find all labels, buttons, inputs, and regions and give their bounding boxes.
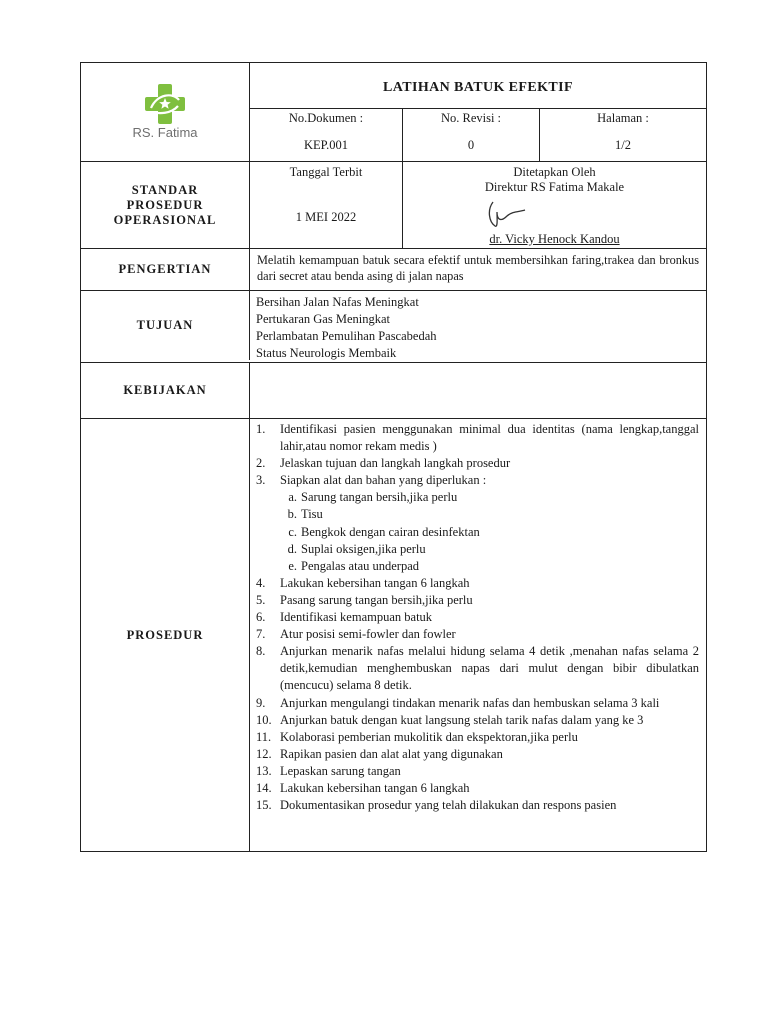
sub-item-text: Tisu <box>301 507 323 522</box>
step-text: Jelaskan tujuan dan langkah langkah prosedur <box>280 456 511 471</box>
procedure-step <box>256 472 699 489</box>
kebijakan-text <box>250 363 706 418</box>
sub-item-letter: b. <box>287 507 297 522</box>
tujuan-item: Perlambatan Pemulihan Pascabedah <box>256 329 437 343</box>
procedure-step <box>256 626 699 643</box>
document-title: LATIHAN BATUK EFEKTIF <box>250 63 706 109</box>
approved-by-label: Ditetapkan Oleh <box>513 165 596 179</box>
step-number: 9. <box>256 695 266 710</box>
revision-label: No. Revisi : <box>440 111 502 125</box>
kebijakan-row <box>81 362 706 418</box>
step-number: 10. <box>256 712 272 727</box>
step-number: 11. <box>256 729 272 744</box>
hospital-logo <box>132 84 197 140</box>
procedure-sub-item <box>256 558 699 575</box>
sop-label-line: STANDAR <box>131 182 199 197</box>
doc-number-label: No.Dokumen : <box>288 111 364 125</box>
tujuan-item: Pertukaran Gas Meningkat <box>256 312 390 326</box>
procedure-step <box>256 609 699 626</box>
pengertian-row <box>81 248 706 290</box>
procedure-step <box>256 780 699 797</box>
step-text: Siapkan alat dan bahan yang diperlukan : <box>280 473 487 488</box>
page-value: 1/2 <box>615 138 631 152</box>
step-number: 3. <box>256 473 266 488</box>
step-number: 15. <box>256 798 272 813</box>
sub-item-text: Suplai oksigen,jika perlu <box>301 541 426 556</box>
sub-item-text: Sarung tangan bersih,jika perlu <box>301 490 458 505</box>
revision-value: 0 <box>467 138 475 152</box>
doc-number-value: KEP.001 <box>303 138 349 152</box>
step-text: Lakukan kebersihan tangan 6 langkah <box>280 780 470 795</box>
step-text: Lepaskan sarung tangan <box>280 763 401 778</box>
step-text: Kolaborasi pemberian mukolitik dan ekspektoran,jika perlu <box>280 729 578 744</box>
procedure-step <box>256 421 699 455</box>
procedure-step <box>256 643 699 694</box>
sop-label-line: PROSEDUR <box>126 197 204 212</box>
prosedur-label: PROSEDUR <box>81 419 250 851</box>
procedure-step <box>256 695 699 712</box>
approver-title: Direktur RS Fatima Makale <box>484 180 625 194</box>
prosedur-list <box>250 419 706 851</box>
sub-item-text: Pengalas atau underpad <box>301 558 420 573</box>
step-number: 8. <box>256 644 266 659</box>
sop-document <box>80 62 707 852</box>
kebijakan-label: KEBIJAKAN <box>81 363 250 418</box>
sub-item-letter: a. <box>288 490 297 505</box>
pengertian-label: PENGERTIAN <box>81 249 250 290</box>
hospital-name: RS. Fatima <box>132 125 198 140</box>
step-number: 1. <box>256 422 266 436</box>
procedure-step <box>256 455 699 472</box>
procedure-step <box>256 712 699 729</box>
step-text: Anjurkan batuk dengan kuat langsung stelah tarik nafas dalam yang ke 3 <box>280 712 644 727</box>
step-number: 12. <box>256 746 272 761</box>
sub-item-letter: e. <box>288 558 297 573</box>
document-meta <box>250 109 706 161</box>
issued-label: Tanggal Terbit <box>289 165 363 179</box>
procedure-step <box>256 797 699 814</box>
step-text: Atur posisi semi-fowler dan fowler <box>280 627 456 642</box>
step-text: Pasang sarung tangan bersih,jika perlu <box>280 592 473 607</box>
prosedur-row <box>81 418 706 851</box>
step-text: Anjurkan menarik nafas melalui hidung selama 4 detik ,menahan nafas selama 2 detik,kemudian menghembuskan napas dari mulut dengan bibir dibulatkan (mencucu) selama 8 detik. <box>280 644 699 693</box>
signer-name: dr. Vicky Henock Kandou <box>489 232 620 246</box>
procedure-step <box>256 729 699 746</box>
step-number: 14. <box>256 780 272 795</box>
page-label: Halaman : <box>597 111 649 125</box>
header-row <box>81 63 706 161</box>
step-text: Rapikan pasien dan alat alat yang digunakan <box>280 746 503 761</box>
tujuan-item: Bersihan Jalan Nafas Meningkat <box>256 295 419 309</box>
sop-row <box>81 161 706 248</box>
sop-label-line: OPERASIONAL <box>113 212 217 227</box>
sub-item-text: Bengkok dengan cairan desinfektan <box>301 524 480 539</box>
procedure-step <box>256 746 699 763</box>
procedure-step <box>256 763 699 780</box>
signature-icon <box>485 196 533 230</box>
tujuan-label: TUJUAN <box>81 291 250 360</box>
sub-item-letter: d. <box>287 541 297 556</box>
sub-item-letter: c. <box>288 524 297 539</box>
pengertian-text: Melatih kemampuan batuk secara efektif untuk membersihkan faring,trakea dan bronkus dari secret atau benda asing di jalan napas <box>257 253 699 283</box>
step-text: Dokumentasikan prosedur yang telah dilakukan dan respons pasien <box>280 798 617 813</box>
step-text: Identifikasi pasien menggunakan minimal dua identitas (nama lengkap,tanggal lahir,atau nomor rekam medis ) <box>280 422 699 454</box>
step-number: 6. <box>256 610 266 625</box>
step-number: 4. <box>256 575 266 590</box>
procedure-step <box>256 592 699 609</box>
procedure-sub-item <box>256 506 699 523</box>
tujuan-item: Status Neurologis Membaik <box>256 346 397 360</box>
step-text: Identifikasi kemampuan batuk <box>280 610 433 625</box>
tujuan-row <box>81 290 706 362</box>
step-number: 5. <box>256 592 266 607</box>
procedure-step <box>256 575 699 592</box>
step-number: 13. <box>256 763 272 778</box>
issued-date: 1 MEI 2022 <box>295 210 357 224</box>
procedure-sub-item <box>256 541 699 558</box>
logo-cell <box>81 63 250 161</box>
sop-label <box>81 162 250 248</box>
step-text: Lakukan kebersihan tangan 6 langkah <box>280 575 470 590</box>
step-number: 7. <box>256 627 266 642</box>
step-text: Anjurkan mengulangi tindakan menarik nafas dan hembuskan selama 3 kali <box>280 695 660 710</box>
procedure-sub-item <box>256 489 699 506</box>
step-number: 2. <box>256 456 266 471</box>
procedure-sub-item <box>256 524 699 541</box>
green-cross-icon <box>143 84 187 124</box>
